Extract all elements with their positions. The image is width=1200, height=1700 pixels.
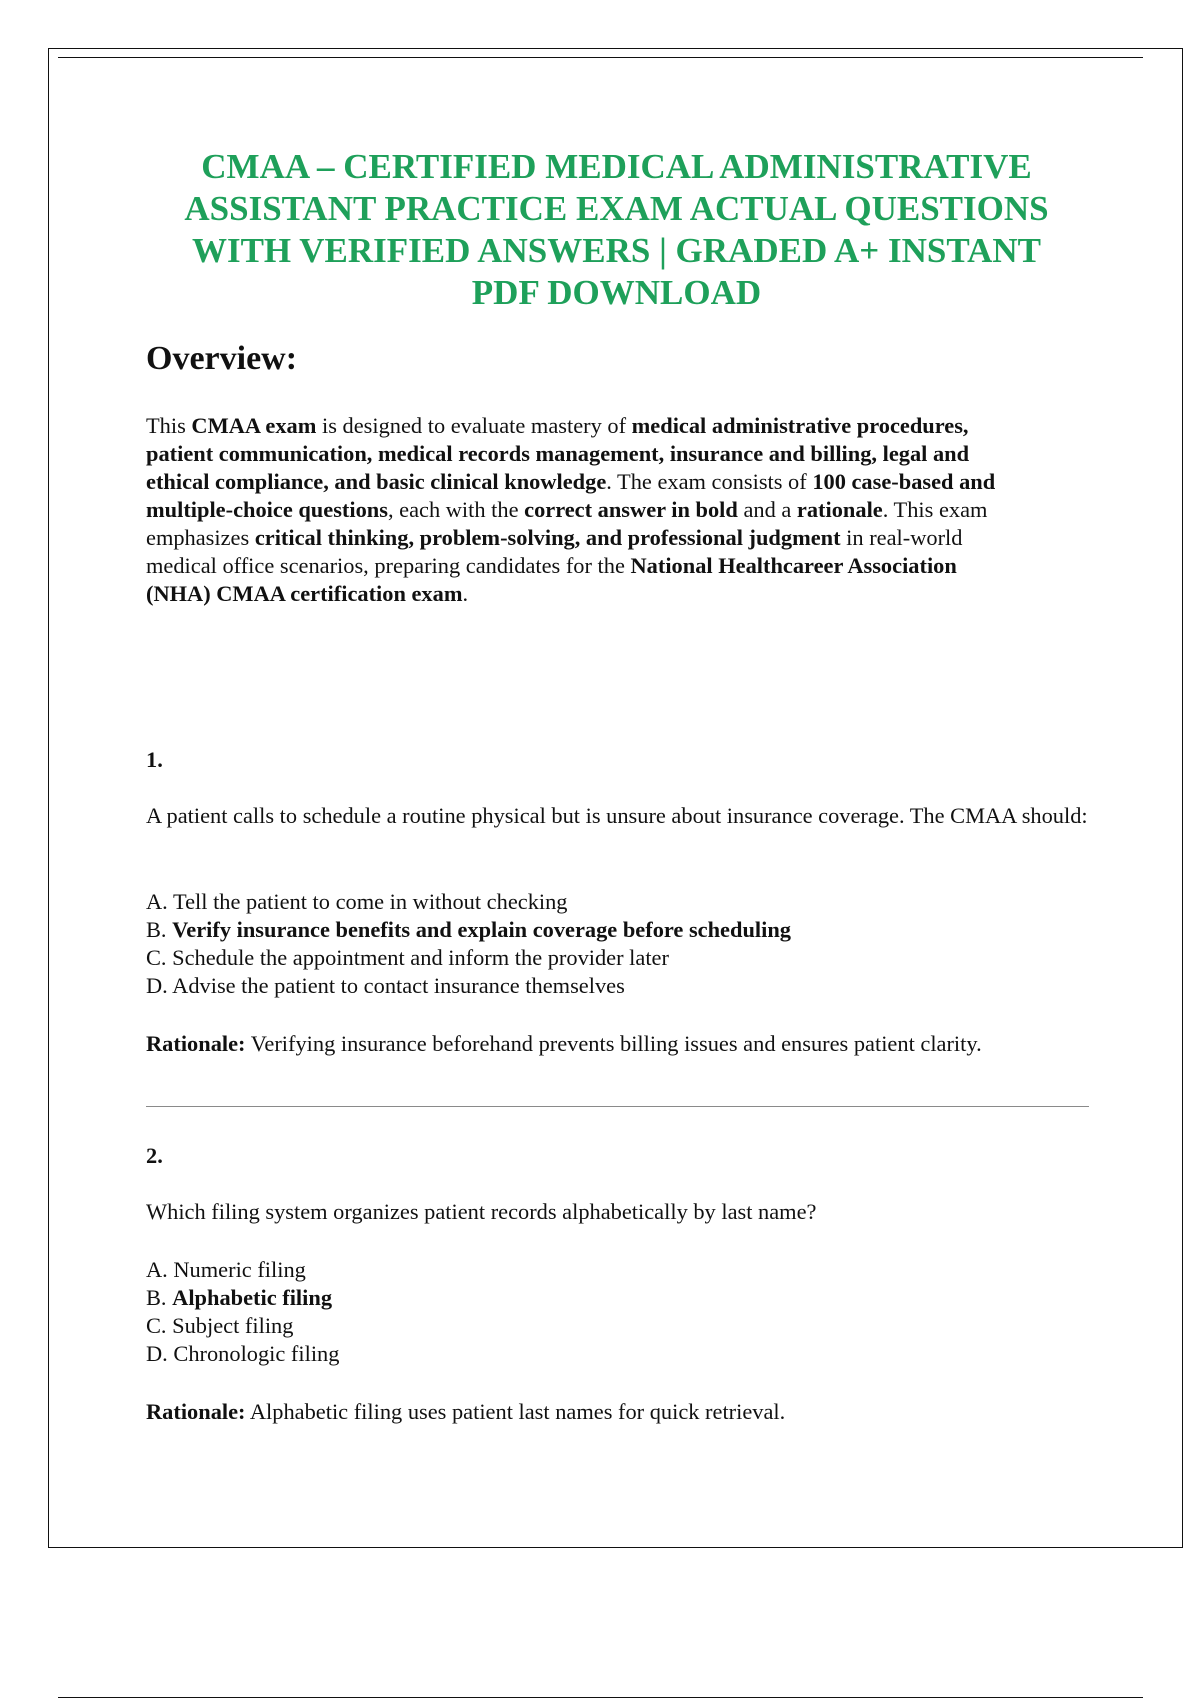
title-line: WITH VERIFIED ANSWERS | GRADED A+ INSTANT [191, 231, 1042, 270]
overview-paragraph [146, 412, 1086, 608]
rationale-label: Rationale: [146, 1399, 246, 1424]
overview-line [146, 580, 1086, 608]
answer-option [146, 1312, 339, 1340]
overview-bold-text: (NHA) CMAA certification exam [146, 581, 463, 606]
overview-text: and a [737, 497, 797, 522]
option-text: Tell the patient to come in without checking [172, 889, 568, 914]
overview-text: . This exam [882, 497, 988, 522]
next-page-top-rule [58, 1697, 1143, 1698]
title-line: ASSISTANT PRACTICE EXAM ACTUAL QUESTIONS [184, 189, 1049, 228]
answer-option [146, 1340, 339, 1368]
overview-heading: Overview: [146, 340, 298, 377]
overview-text: medical office scenarios, preparing candidates for the [146, 553, 631, 578]
question-text: A patient calls to schedule a routine physical but is unsure about insurance coverage. The CMAA should: [146, 803, 1088, 828]
question-1 [146, 746, 1096, 1056]
answer-options [146, 888, 791, 1000]
overview-bold-text: patient communication, medical records management, insurance and billing, legal and [146, 441, 970, 466]
option-text-correct: Verify insurance benefits and explain coverage before scheduling [172, 917, 791, 942]
overview-text: . The exam consists of [606, 469, 813, 494]
rationale [146, 1398, 785, 1426]
option-text-correct: Alphabetic filing [172, 1285, 333, 1310]
overview-text: , each with the [387, 497, 525, 522]
option-letter: A. [146, 889, 168, 914]
answer-option-correct [146, 1284, 339, 1312]
overview-text: . [462, 581, 469, 606]
overview-line [146, 552, 1086, 580]
answer-option [146, 888, 791, 916]
overview-text: This [146, 413, 192, 438]
answer-option [146, 944, 791, 972]
answer-option [146, 972, 791, 1000]
option-text: Subject filing [172, 1313, 294, 1338]
option-letter: D. [146, 1341, 168, 1366]
overview-bold-text: critical thinking, problem-solving, and professional judgment [254, 525, 841, 550]
overview-line [146, 440, 1086, 468]
overview-line [146, 468, 1086, 496]
option-letter: B. [146, 917, 167, 942]
answer-option-correct [146, 916, 791, 944]
title-line: PDF DOWNLOAD [471, 273, 762, 312]
option-text: Advise the patient to contact insurance themselves [172, 973, 625, 998]
overview-bold-text: ethical compliance, and basic clinical knowledge [146, 469, 607, 494]
option-text: Numeric filing [173, 1257, 306, 1282]
overview-bold-text: multiple-choice questions [146, 497, 388, 522]
overview-line [146, 496, 1086, 524]
answer-option [146, 1256, 339, 1284]
overview-line [146, 524, 1086, 552]
question-number: 2. [146, 1143, 163, 1168]
overview-bold-text: 100 case-based and [812, 469, 996, 494]
rationale-text: Alphabetic filing uses patient last names for quick retrieval. [249, 1399, 786, 1424]
option-letter: B. [146, 1285, 167, 1310]
option-letter: C. [146, 1313, 167, 1338]
overview-bold-text: rationale [796, 497, 883, 522]
question-number: 1. [146, 747, 163, 772]
question-text: Which filing system organizes patient records alphabetically by last name? [146, 1199, 817, 1224]
overview-line [146, 412, 1086, 440]
overview-bold-text: medical administrative procedures, [631, 413, 969, 438]
overview-bold-text: CMAA exam [191, 413, 317, 438]
overview-text: in real-world [840, 525, 963, 550]
document-title [130, 146, 1103, 314]
option-text: Schedule the appointment and inform the provider later [172, 945, 669, 970]
rationale-text: Verifying insurance beforehand prevents billing issues and ensures patient clarity. [250, 1031, 982, 1056]
option-letter: A. [146, 1257, 168, 1282]
title-line: CMAA – CERTIFIED MEDICAL ADMINISTRATIVE [201, 147, 1032, 186]
overview-text: is designed to evaluate mastery of [316, 413, 632, 438]
answer-options [146, 1256, 339, 1368]
option-letter: D. [146, 973, 168, 998]
question-divider [146, 1106, 1089, 1107]
option-letter: C. [146, 945, 167, 970]
rationale-label: Rationale: [146, 1031, 246, 1056]
question-2 [146, 1142, 1096, 1424]
rationale [146, 1030, 982, 1058]
overview-text: emphasizes [146, 525, 255, 550]
option-text: Chronologic filing [173, 1341, 340, 1366]
overview-bold-text: National Healthcareer Association [630, 553, 957, 578]
overview-bold-text: correct answer in bold [524, 497, 738, 522]
top-rule [58, 57, 1143, 58]
